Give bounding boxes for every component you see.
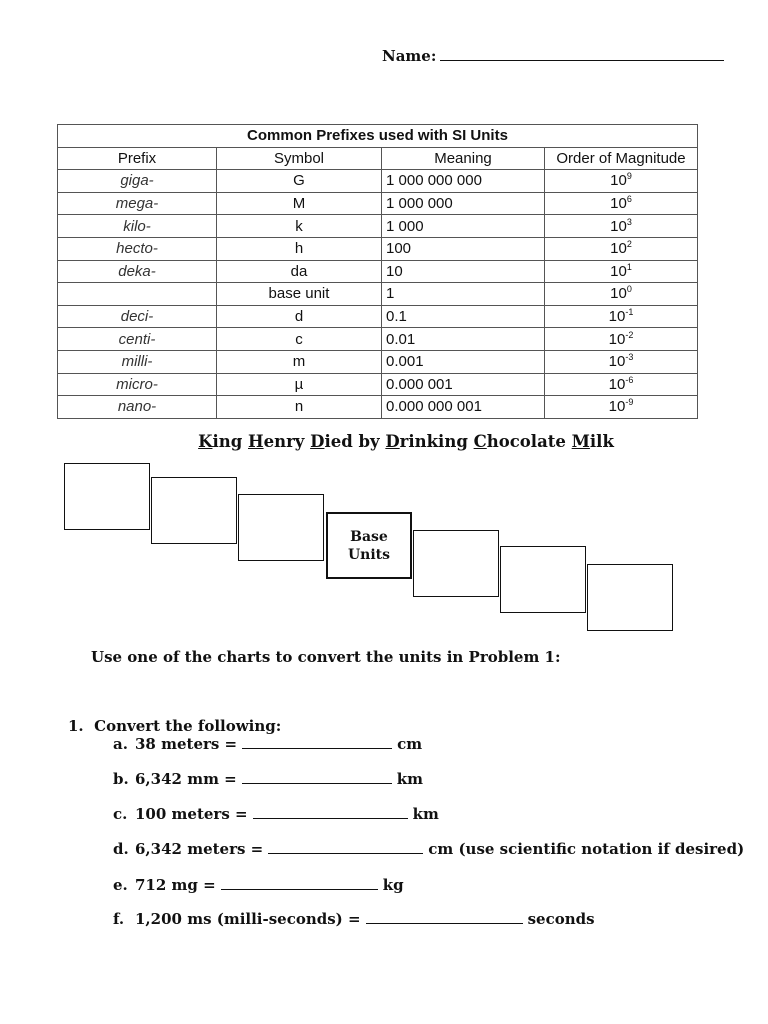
question-prompt: 100 meters = <box>135 805 248 823</box>
name-field[interactable] <box>382 46 724 65</box>
symbol-cell: k <box>217 215 382 238</box>
conversion-question <box>113 805 439 823</box>
table-row <box>58 396 698 419</box>
question-unit: seconds <box>527 910 595 928</box>
mnemonic-word-rest: ing <box>212 432 248 451</box>
meaning-cell: 1 <box>382 283 545 306</box>
symbol-cell: base unit <box>217 283 382 306</box>
answer-blank[interactable] <box>268 840 423 854</box>
conversion-question <box>113 910 595 928</box>
order-exponent: 9 <box>626 171 632 182</box>
prefix-cell: micro- <box>58 373 217 396</box>
order-base: 10 <box>608 398 626 416</box>
order-base: 10 <box>608 375 626 393</box>
order-exponent: 6 <box>626 194 632 205</box>
conversion-question <box>113 840 744 858</box>
prefix-cell: mega- <box>58 192 217 215</box>
meaning-cell: 0.000 001 <box>382 373 545 396</box>
meaning-cell: 1 000 <box>382 215 545 238</box>
table-row <box>58 350 698 373</box>
table-row <box>58 237 698 260</box>
question-prompt: 6,342 meters = <box>135 840 264 858</box>
symbol-cell: d <box>217 305 382 328</box>
mnemonic-word-rest: ied by <box>324 432 386 451</box>
prefix-cell: hecto- <box>58 237 217 260</box>
step-box-deka <box>238 494 324 561</box>
table-header-row <box>58 147 698 170</box>
mnemonic-initial: D <box>385 432 400 451</box>
prefix-cell: kilo- <box>58 215 217 238</box>
order-exponent: -2 <box>625 329 634 340</box>
meaning-cell: 100 <box>382 237 545 260</box>
order-base: 10 <box>610 262 627 280</box>
order-exponent: -6 <box>625 374 634 385</box>
symbol-cell: c <box>217 328 382 351</box>
col-header-meaning: Meaning <box>382 147 545 170</box>
meaning-cell: 10 <box>382 260 545 283</box>
si-prefix-table <box>57 124 698 419</box>
question-prompt: 6,342 mm = <box>135 770 237 788</box>
meaning-cell: 0.000 000 001 <box>382 396 545 419</box>
order-base: 10 <box>610 240 627 258</box>
meaning-cell: 0.001 <box>382 350 545 373</box>
mnemonic-word-rest: rinking <box>399 432 474 451</box>
order-cell <box>545 170 698 193</box>
mnemonic-title <box>0 432 768 451</box>
order-base: 10 <box>608 353 626 371</box>
meaning-cell: 0.01 <box>382 328 545 351</box>
symbol-cell: da <box>217 260 382 283</box>
mnemonic-initial: H <box>248 432 264 451</box>
order-exponent: 1 <box>626 261 632 272</box>
col-header-prefix: Prefix <box>58 147 217 170</box>
symbol-cell: G <box>217 170 382 193</box>
prefix-cell <box>58 283 217 306</box>
question-unit: km <box>412 805 439 823</box>
name-blank[interactable] <box>440 46 724 61</box>
base-label-line1: Base <box>350 528 388 545</box>
prefix-cell: giga- <box>58 170 217 193</box>
order-cell <box>545 350 698 373</box>
problem-heading <box>68 717 281 735</box>
prefix-cell: milli- <box>58 350 217 373</box>
symbol-cell: µ <box>217 373 382 396</box>
meaning-cell: 0.1 <box>382 305 545 328</box>
order-exponent: 3 <box>626 216 632 227</box>
answer-blank[interactable] <box>253 805 408 819</box>
question-prompt: 712 mg = <box>135 876 216 894</box>
answer-blank[interactable] <box>221 876 378 890</box>
order-base: 10 <box>610 195 627 213</box>
order-exponent: -3 <box>625 352 634 363</box>
question-unit: kg <box>382 876 404 894</box>
mnemonic-word-rest: ilk <box>589 432 614 451</box>
answer-blank[interactable] <box>242 770 392 784</box>
order-cell <box>545 396 698 419</box>
step-box-deci <box>413 530 499 597</box>
table-row <box>58 305 698 328</box>
table-row <box>58 260 698 283</box>
order-exponent: -9 <box>625 397 634 408</box>
answer-blank[interactable] <box>242 735 392 749</box>
step-box-hecto <box>151 477 237 544</box>
mnemonic-initial: K <box>198 432 213 451</box>
table-row <box>58 283 698 306</box>
step-box-base-units <box>326 512 412 579</box>
problem-number: 1. <box>68 717 84 735</box>
step-box-centi <box>500 546 586 613</box>
instruction-text: Use one of the charts to convert the units in Problem 1: <box>91 648 561 666</box>
conversion-question <box>113 770 423 788</box>
col-header-order: Order of Magnitude <box>545 147 698 170</box>
conversion-question <box>113 735 422 753</box>
question-letter: a. <box>113 735 128 753</box>
mnemonic-word-rest: hocolate <box>486 432 572 451</box>
table-row <box>58 328 698 351</box>
prefix-cell: centi- <box>58 328 217 351</box>
order-base: 10 <box>608 308 626 326</box>
order-cell <box>545 283 698 306</box>
order-cell <box>545 215 698 238</box>
col-header-symbol: Symbol <box>217 147 382 170</box>
order-base: 10 <box>610 285 627 303</box>
order-cell <box>545 192 698 215</box>
table-row <box>58 215 698 238</box>
order-base: 10 <box>610 217 627 235</box>
symbol-cell: n <box>217 396 382 419</box>
table-caption: Common Prefixes used with SI Units <box>58 125 698 148</box>
question-letter: b. <box>113 770 129 788</box>
prefix-cell: deka- <box>58 260 217 283</box>
order-base: 10 <box>610 172 627 190</box>
table-row <box>58 192 698 215</box>
step-box-kilo <box>64 463 150 530</box>
base-label-line2: Units <box>347 546 391 563</box>
mnemonic-word-rest: enry <box>263 432 311 451</box>
question-prompt: 38 meters = <box>135 735 238 753</box>
mnemonic-initial: D <box>310 432 325 451</box>
symbol-cell: M <box>217 192 382 215</box>
prefix-cell: nano- <box>58 396 217 419</box>
question-unit: cm (use scientific notation if desired) <box>428 840 745 858</box>
symbol-cell: h <box>217 237 382 260</box>
table-row <box>58 170 698 193</box>
order-cell <box>545 328 698 351</box>
question-letter: c. <box>113 805 128 823</box>
question-unit: km <box>396 770 423 788</box>
question-letter: e. <box>113 876 128 894</box>
mnemonic-initial: C <box>473 432 487 451</box>
order-cell <box>545 305 698 328</box>
order-exponent: -1 <box>625 307 634 318</box>
name-label: Name: <box>382 47 437 65</box>
order-cell <box>545 260 698 283</box>
prefix-cell: deci- <box>58 305 217 328</box>
problem-title: Convert the following: <box>94 717 282 735</box>
conversion-question <box>113 876 404 894</box>
question-prompt: 1,200 ms (milli-seconds) = <box>135 910 361 928</box>
order-cell <box>545 373 698 396</box>
question-letter: d. <box>113 840 129 858</box>
order-base: 10 <box>608 330 626 348</box>
order-cell <box>545 237 698 260</box>
question-letter: f. <box>113 910 125 928</box>
order-exponent: 0 <box>626 284 632 295</box>
meaning-cell: 1 000 000 <box>382 192 545 215</box>
order-exponent: 2 <box>626 239 632 250</box>
step-box-milli <box>587 564 673 631</box>
symbol-cell: m <box>217 350 382 373</box>
table-row <box>58 373 698 396</box>
mnemonic-initial: M <box>571 432 590 451</box>
answer-blank[interactable] <box>366 910 523 924</box>
meaning-cell: 1 000 000 000 <box>382 170 545 193</box>
question-unit: cm <box>397 735 423 753</box>
